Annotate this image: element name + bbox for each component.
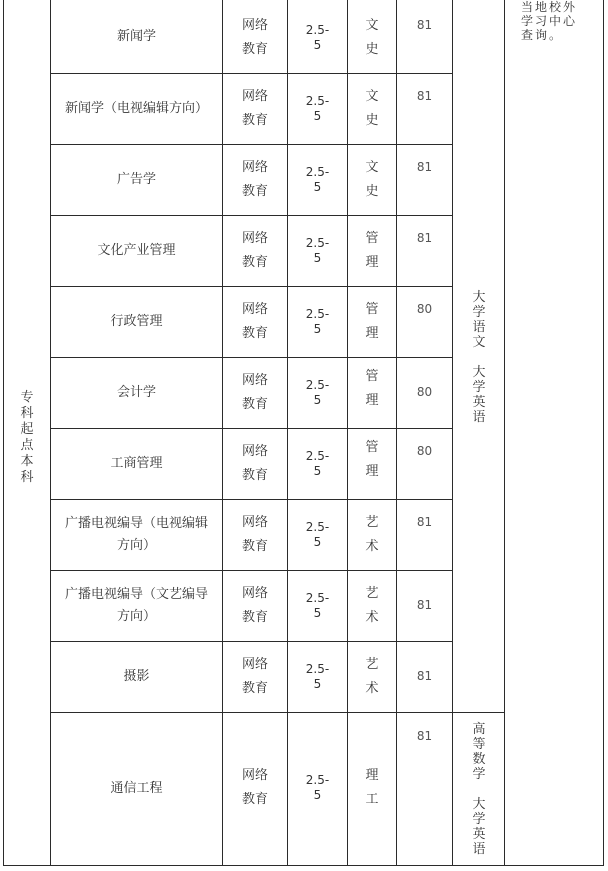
score: 81	[416, 18, 433, 32]
score: 80	[416, 385, 433, 399]
major-name: 新闻学（电视编辑方向）	[64, 101, 208, 116]
major-name: 行政管理	[110, 314, 163, 329]
study-years: 2.5- 5	[305, 236, 330, 265]
study-years: 2.5- 5	[305, 165, 330, 194]
score: 81	[416, 515, 433, 529]
level-cell: 专 科 起 点 本 科	[20, 390, 34, 485]
study-mode: 网络 教育	[241, 515, 268, 554]
note-text: 当地校外 学习中心 查询。	[521, 0, 578, 42]
subject-category: 管 理	[365, 440, 379, 479]
study-years: 2.5- 5	[305, 23, 330, 52]
col-divider	[287, 0, 288, 866]
study-years: 2.5- 5	[305, 94, 330, 123]
col-divider	[452, 0, 453, 866]
score: 81	[416, 669, 433, 683]
major-name: 广播电视编导（电视编辑 方向）	[64, 516, 208, 553]
score: 81	[416, 598, 433, 612]
score: 80	[416, 302, 433, 316]
subject-category: 文 史	[365, 89, 379, 128]
major-name: 广告学	[116, 172, 156, 187]
subject-category: 管 理	[365, 302, 379, 341]
study-years: 2.5- 5	[305, 662, 330, 691]
major-name: 文化产业管理	[97, 243, 176, 258]
study-mode: 网络 教育	[241, 586, 268, 625]
subject-category: 理 工	[365, 768, 379, 807]
study-mode: 网络 教育	[241, 302, 268, 341]
subject-category: 艺 术	[365, 515, 379, 554]
major-name: 工商管理	[110, 456, 163, 471]
exam-subjects-science: 高 等 数 学 大 学 英 语	[472, 722, 486, 857]
table-bottom-border	[3, 865, 604, 866]
subject-category: 文 史	[365, 18, 379, 57]
major-name: 广播电视编导（文艺编导 方向）	[64, 587, 208, 624]
study-years: 2.5- 5	[305, 378, 330, 407]
major-name: 摄影	[123, 669, 150, 684]
score: 81	[416, 231, 433, 245]
major-name: 通信工程	[110, 781, 163, 796]
subject-category: 管 理	[365, 231, 379, 270]
exam-subjects-arts: 大 学 语 文 大 学 英 语	[472, 290, 486, 425]
subject-category: 艺 术	[365, 586, 379, 625]
score: 81	[416, 729, 433, 743]
study-mode: 网络 教育	[241, 768, 268, 807]
score: 81	[416, 160, 433, 174]
study-mode: 网络 教育	[241, 373, 268, 412]
study-years: 2.5- 5	[305, 307, 330, 336]
study-years: 2.5- 5	[305, 773, 330, 802]
subject-category: 艺 术	[365, 657, 379, 696]
col-divider	[504, 0, 505, 866]
study-mode: 网络 教育	[241, 444, 268, 483]
major-name: 会计学	[116, 385, 156, 400]
study-mode: 网络 教育	[241, 18, 268, 57]
score: 80	[416, 444, 433, 458]
study-mode: 网络 教育	[241, 657, 268, 696]
major-name: 新闻学	[116, 28, 156, 44]
study-mode: 网络 教育	[241, 231, 268, 270]
study-years: 2.5- 5	[305, 520, 330, 549]
study-years: 2.5- 5	[305, 591, 330, 620]
table-right-border	[603, 0, 604, 866]
subject-category: 文 史	[365, 160, 379, 199]
score: 81	[416, 89, 433, 103]
study-mode: 网络 教育	[241, 160, 268, 199]
study-mode: 网络 教育	[241, 89, 268, 128]
study-years: 2.5- 5	[305, 449, 330, 478]
subject-category: 管 理	[365, 369, 379, 408]
